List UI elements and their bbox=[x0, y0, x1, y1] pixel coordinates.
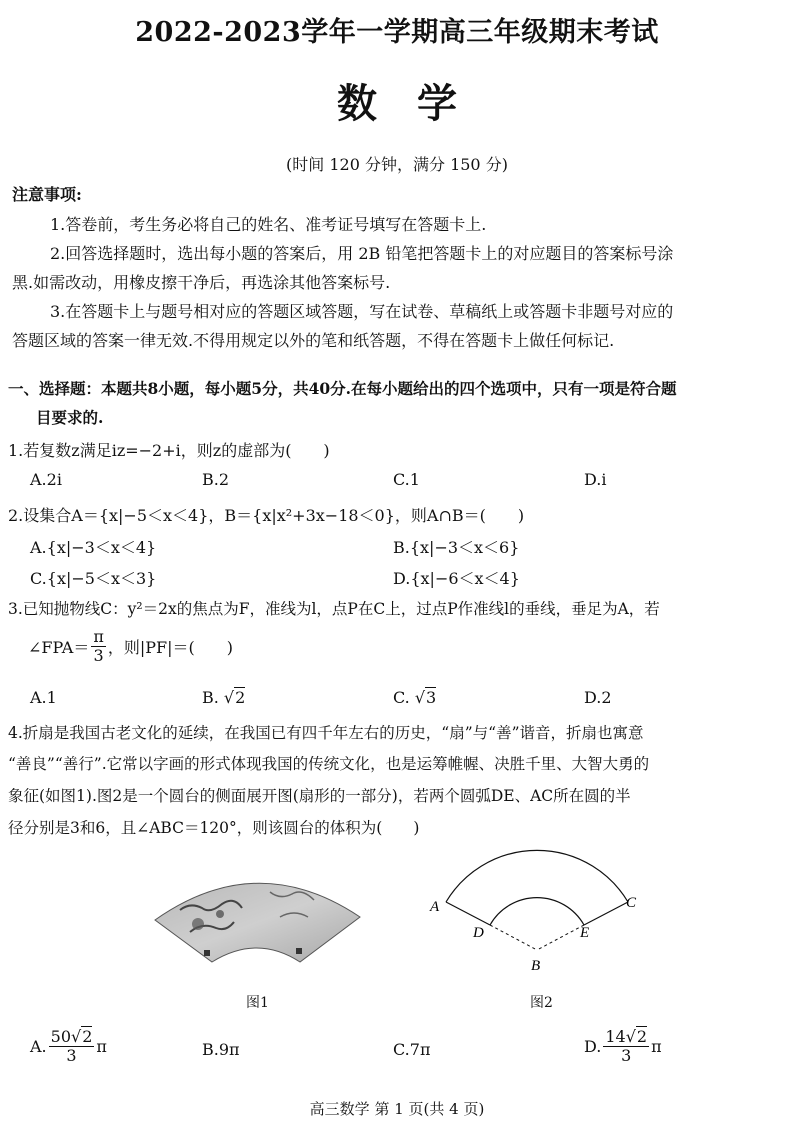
notice-item-2-line-2: 黑.如需改动，用橡皮擦干净后，再选涂其他答案标号. bbox=[12, 273, 391, 292]
option-prefix: B. bbox=[202, 688, 219, 707]
question-4-option-b: B.9π bbox=[202, 1040, 240, 1059]
fraction-denominator: 3 bbox=[621, 1046, 632, 1066]
fraction-numerator: 50√2 bbox=[50, 1027, 93, 1046]
question-2-option-d: D.{x|−6＜x＜4} bbox=[393, 569, 520, 588]
segment-eb bbox=[537, 925, 584, 950]
coefficient: 50 bbox=[50, 1027, 71, 1046]
radicand: 3 bbox=[426, 688, 437, 707]
notice-heading: 注意事项: bbox=[12, 185, 82, 204]
segment-ad bbox=[446, 902, 490, 925]
page-footer: 高三数学 第 1 页(共 4 页) bbox=[309, 1100, 485, 1118]
pi-symbol: π bbox=[96, 1037, 107, 1057]
notice-item-3-line-2: 答题区域的答案一律无效.不得用规定以外的笔和纸答题，不得在答题卡上做任何标记. bbox=[12, 331, 615, 350]
question-3-angle-prefix: ∠FPA＝ bbox=[28, 638, 90, 658]
radicand: 2 bbox=[82, 1027, 93, 1046]
label-d: D bbox=[473, 925, 484, 941]
question-3-angle-suffix: ，则|PF|＝( ) bbox=[107, 638, 234, 658]
option-prefix: C. bbox=[393, 688, 410, 707]
option-prefix: A. bbox=[30, 1037, 47, 1057]
question-2-option-a: A.{x|−3＜x＜4} bbox=[30, 538, 157, 557]
option-prefix: D. bbox=[584, 1037, 602, 1057]
question-4-option-d bbox=[584, 1028, 662, 1066]
time-note: (时间 120 分钟，满分 150 分) bbox=[286, 155, 508, 174]
subject-title: 数学 bbox=[337, 80, 497, 127]
fraction-numerator: 14√2 bbox=[605, 1027, 648, 1046]
sqrt-symbol: √ bbox=[409, 688, 426, 707]
section-1-heading-line-1: 一、选择题：本题共8小题，每小题5分，共40分.在每小题给出的四个选项中，只有一项是符合题 bbox=[8, 379, 677, 398]
figure-2-sector-diagram bbox=[420, 845, 660, 980]
pi-symbol: π bbox=[651, 1037, 662, 1057]
segment-db bbox=[490, 925, 537, 950]
question-1-stem: 1.若复数z满足iz=−2+i，则z的虚部为( ) bbox=[8, 441, 330, 460]
figure-2-caption: 图2 bbox=[530, 995, 553, 1011]
sqrt-symbol: √ bbox=[218, 688, 235, 707]
outer-arc-ac bbox=[446, 850, 628, 902]
coefficient: 14 bbox=[605, 1027, 626, 1046]
segment-ce bbox=[584, 902, 628, 925]
question-4-line-4: 径分别是3和6，且∠ABC＝120°，则该圆台的体积为( ) bbox=[8, 819, 420, 837]
option-d-fraction bbox=[603, 1028, 649, 1066]
fraction-denominator: 3 bbox=[93, 646, 104, 666]
question-1-option-d: D.i bbox=[584, 470, 607, 489]
fraction-numerator: π bbox=[93, 627, 104, 646]
question-3-option-b bbox=[202, 688, 245, 707]
radicand: 2 bbox=[235, 688, 246, 707]
question-1-option-b: B.2 bbox=[202, 470, 230, 489]
question-4-option-c: C.7π bbox=[393, 1040, 431, 1059]
label-a: A bbox=[430, 899, 440, 915]
question-4-line-1: 4.折扇是我国古老文化的延续，在我国已有四千年左右的历史，“扇”与“善”谐音，折扇也寓意 bbox=[8, 724, 644, 742]
notice-item-1: 1.答卷前，考生务必将自己的姓名、准考证号填写在答题卡上. bbox=[50, 215, 487, 234]
question-3-angle-condition bbox=[28, 628, 233, 666]
question-3-option-a: A.1 bbox=[30, 688, 57, 707]
question-2-option-c: C.{x|−5＜x＜3} bbox=[30, 569, 157, 588]
question-4-line-3: 象征(如图1).图2是一个圆台的侧面展开图(扇形的一部分)，若两个圆弧DE、AC所在圆的半 bbox=[8, 787, 631, 805]
question-3-option-c bbox=[393, 688, 436, 707]
question-4-option-a bbox=[30, 1028, 107, 1066]
inner-arc-de bbox=[490, 898, 584, 925]
question-2-option-b: B.{x|−3＜x＜6} bbox=[393, 538, 520, 557]
question-1-option-a: A.2i bbox=[30, 470, 62, 489]
figure-1-fan-image bbox=[150, 862, 365, 972]
question-1-option-c: C.1 bbox=[393, 470, 420, 489]
label-b: B bbox=[531, 958, 541, 974]
figure-1-caption: 图1 bbox=[246, 995, 269, 1011]
option-a-fraction bbox=[49, 1028, 95, 1066]
radicand: 2 bbox=[636, 1027, 648, 1046]
notice-item-2-line-1: 2.回答选择题时，选出每小题的答案后，用 2B 铅笔把答题卡上的对应题目的答案标号涂 bbox=[50, 244, 674, 263]
question-3-option-d: D.2 bbox=[584, 688, 612, 707]
question-2-stem: 2.设集合A＝{x|−5＜x＜4}，B＝{x|x²+3x−18＜0}，则A∩B＝( ) bbox=[8, 506, 525, 525]
question-4-line-2: “善良”“善行”.它常以字画的形式体现我国的传统文化，也是运筹帷幄、决胜千里、大智大勇的 bbox=[8, 755, 650, 773]
exam-title: 2022-2023学年一学期高三年级期末考试 bbox=[135, 17, 659, 48]
fraction-denominator: 3 bbox=[66, 1046, 77, 1066]
notice-item-3-line-1: 3.在答题卡上与题号相对应的答题区域答题，写在试卷、草稿纸上或答题卡非题号对应的 bbox=[50, 302, 674, 321]
question-3-stem: 3.已知抛物线C：y²＝2x的焦点为F，准线为l，点P在C上，过点P作准线l的垂线，垂足为A，若 bbox=[8, 600, 660, 618]
label-e: E bbox=[580, 925, 590, 941]
section-1-heading-line-2: 目要求的. bbox=[36, 408, 104, 427]
label-c: C bbox=[626, 895, 637, 911]
question-3-angle-fraction bbox=[91, 628, 106, 666]
